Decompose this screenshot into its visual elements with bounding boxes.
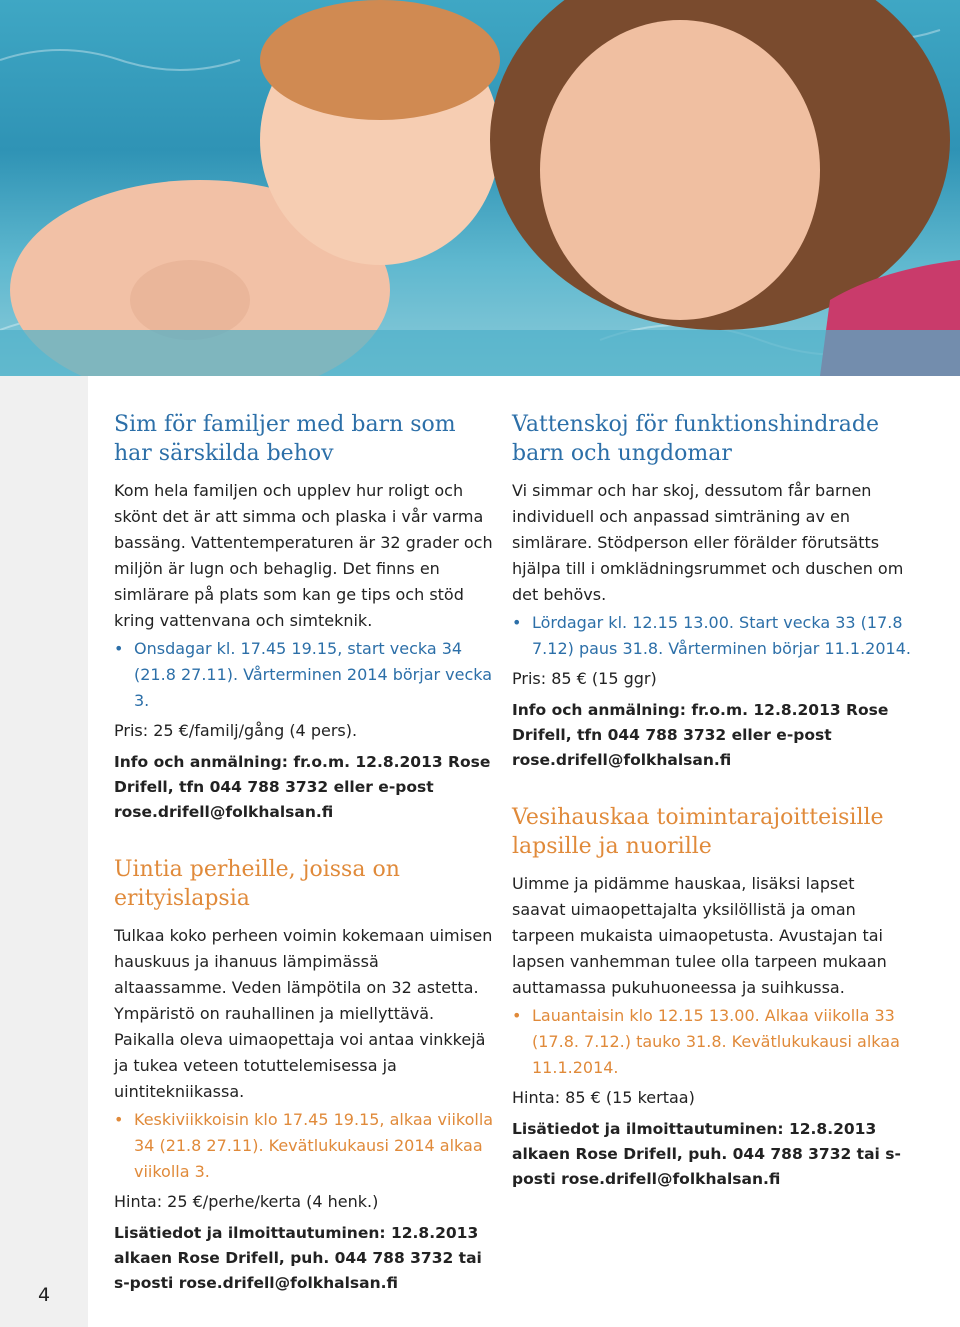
right-column <box>512 410 912 1222</box>
contact-info: Lisätiedot ja ilmoittautuminen: 12.8.2013 alkaen Rose Drifell, puh. 044 788 3732 tai s-posti rose.drifell@folkhalsan.fi <box>512 1120 901 1188</box>
bullet-icon: • <box>114 1110 124 1129</box>
schedule-item <box>512 610 912 662</box>
section-paragraph: Vi simmar och har skoj, dessutom får barnen individuell och anpassad simträning av en simlärare. Stödperson eller förälder förutsätts hjälpa till i omklädningsrummet och duschen om det behövs. <box>512 481 904 604</box>
price-text: Hinta: 85 € (15 kertaa) <box>512 1088 695 1107</box>
contact-info: Info och anmälning: fr.o.m. 12.8.2013 Rose Drifell, tfn 044 788 3732 eller e-post rose.drifell@folkhalsan.fi <box>512 701 889 769</box>
bullet-icon: • <box>114 639 124 658</box>
schedule-list <box>512 610 912 662</box>
schedule-item <box>114 1107 494 1185</box>
schedule-list <box>512 1003 912 1081</box>
section-paragraph: Tulkaa koko perheen voimin kokemaan uimisen hauskuus ja ihanuus lämpimässä altaassamme. Veden lämpötila on 32 astetta. Ympäristö on rauhallinen ja miellyttävä. Paikalla oleva uimaopettaja voi antaa vinkkejä ja tukea veteen totuttelemisessa ja uintitekniikassa. <box>114 926 493 1101</box>
schedule-text: Keskiviikkoisin klo 17.45 19.15, alkaa viikolla 34 (21.8 27.11). Kevätlukukausi 2014 alkaa viikolla 3. <box>134 1110 494 1181</box>
schedule-item <box>512 1003 912 1081</box>
contact-info: Lisätiedot ja ilmoittautuminen: 12.8.2013 alkaen Rose Drifell, puh. 044 788 3732 tai s-posti rose.drifell@folkhalsan.fi <box>114 1224 482 1292</box>
bullet-icon: • <box>512 613 522 632</box>
section-heading: Sim för familjer med barn som har särskilda behov <box>114 412 456 466</box>
header-photo <box>0 0 960 376</box>
page-number: 4 <box>38 1284 51 1306</box>
schedule-text: Onsdagar kl. 17.45 19.15, start vecka 34 (21.8 27.11). Vårterminen 2014 börjar vecka 3. <box>134 639 493 710</box>
schedule-text: Lauantaisin klo 12.15 13.00. Alkaa viikolla 33 (17.8. 7.12.) tauko 31.8. Kevätlukukausi alkaa 11.1.2014. <box>532 1006 900 1077</box>
section-fi-family-swim <box>114 855 494 1296</box>
section-heading: Vattenskoj för funktionshindrade barn och ungdomar <box>512 412 880 466</box>
schedule-item <box>114 636 494 714</box>
contact-info: Info och anmälning: fr.o.m. 12.8.2013 Rose Drifell, tfn 044 788 3732 eller e-post rose.drifell@folkhalsan.fi <box>114 753 491 821</box>
price-text: Pris: 25 €/familj/gång (4 pers). <box>114 721 358 740</box>
section-sv-family-swim <box>114 410 494 825</box>
section-paragraph: Kom hela familjen och upplev hur roligt och skönt det är att simma och plaska i vår varma bassäng. Vattentemperaturen är 32 grader och miljön är lugn och behaglig. Det finns en simlärare på plats som kan ge tips och stöd kring vattenvana och simteknik. <box>114 481 493 630</box>
price-text: Hinta: 25 €/perhe/kerta (4 henk.) <box>114 1192 379 1211</box>
left-column <box>114 410 494 1326</box>
schedule-list <box>114 636 494 714</box>
schedule-text: Lördagar kl. 12.15 13.00. Start vecka 33 (17.8 7.12) paus 31.8. Vårterminen börjar 11.1.2014. <box>532 613 911 658</box>
left-margin-strip <box>0 376 88 1327</box>
bullet-icon: • <box>512 1006 522 1025</box>
section-heading: Vesihauskaa toimintarajoitteisille lapsille ja nuorille <box>512 805 884 859</box>
section-paragraph: Uimme ja pidämme hauskaa, lisäksi lapset saavat uimaopettajalta yksilöllistä ja oman tarpeen mukaista uimaopetusta. Avustajan tai lapsen vanhemman tulee olla tarpeen mukaan auttamassa pukuhuoneessa ja suihkussa. <box>512 874 887 997</box>
section-fi-water-fun <box>512 803 912 1192</box>
schedule-list <box>114 1107 494 1185</box>
price-text: Pris: 85 € (15 ggr) <box>512 669 657 688</box>
section-heading: Uintia perheille, joissa on erityislapsia <box>114 857 400 911</box>
section-sv-water-fun <box>512 410 912 773</box>
